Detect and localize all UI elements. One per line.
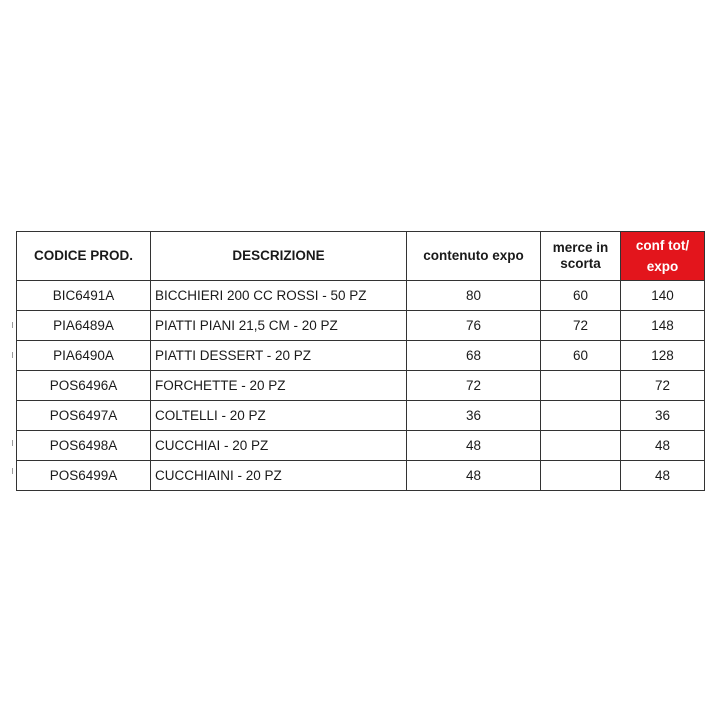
header-total-highlighted: conf tot/ expo xyxy=(621,232,705,281)
cell-total: 36 xyxy=(621,401,705,431)
product-table xyxy=(16,231,705,491)
cell-code: POS6498A xyxy=(17,431,151,461)
cell-code: POS6499A xyxy=(17,461,151,491)
edge-tick-mark xyxy=(12,352,13,358)
cell-description: COLTELLI - 20 PZ xyxy=(151,401,407,431)
cell-expo-content: 68 xyxy=(407,341,541,371)
cell-stock: 60 xyxy=(541,341,621,371)
cell-stock xyxy=(541,461,621,491)
cell-code: PIA6490A xyxy=(17,341,151,371)
cell-total: 140 xyxy=(621,281,705,311)
cell-description: FORCHETTE - 20 PZ xyxy=(151,371,407,401)
header-expo-content: contenuto expo xyxy=(407,232,541,281)
table-row xyxy=(17,461,705,491)
cell-total: 48 xyxy=(621,461,705,491)
cell-stock xyxy=(541,401,621,431)
table-body xyxy=(17,281,705,491)
cell-expo-content: 36 xyxy=(407,401,541,431)
cell-description: PIATTI DESSERT - 20 PZ xyxy=(151,341,407,371)
table-row xyxy=(17,431,705,461)
table-row xyxy=(17,281,705,311)
header-description: DESCRIZIONE xyxy=(151,232,407,281)
header-row xyxy=(17,232,705,281)
table-row xyxy=(17,341,705,371)
cell-total: 48 xyxy=(621,431,705,461)
cell-stock xyxy=(541,431,621,461)
edge-tick-mark xyxy=(12,322,13,328)
cell-description: BICCHIERI 200 CC ROSSI - 50 PZ xyxy=(151,281,407,311)
edge-tick-mark xyxy=(12,468,13,474)
cell-total: 72 xyxy=(621,371,705,401)
cell-total: 148 xyxy=(621,311,705,341)
table-header xyxy=(17,232,705,281)
cell-expo-content: 48 xyxy=(407,431,541,461)
cell-description: CUCCHIAI - 20 PZ xyxy=(151,431,407,461)
cell-stock: 72 xyxy=(541,311,621,341)
cell-stock: 60 xyxy=(541,281,621,311)
cell-expo-content: 48 xyxy=(407,461,541,491)
table-row xyxy=(17,371,705,401)
cell-description: PIATTI PIANI 21,5 CM - 20 PZ xyxy=(151,311,407,341)
table-row xyxy=(17,401,705,431)
cell-expo-content: 76 xyxy=(407,311,541,341)
cell-code: POS6497A xyxy=(17,401,151,431)
cell-expo-content: 72 xyxy=(407,371,541,401)
header-code: CODICE PROD. xyxy=(17,232,151,281)
cell-stock xyxy=(541,371,621,401)
cell-total: 128 xyxy=(621,341,705,371)
cell-code: BIC6491A xyxy=(17,281,151,311)
cell-expo-content: 80 xyxy=(407,281,541,311)
cell-code: POS6496A xyxy=(17,371,151,401)
table-row xyxy=(17,311,705,341)
cell-description: CUCCHIAINI - 20 PZ xyxy=(151,461,407,491)
edge-tick-mark xyxy=(12,440,13,446)
cell-code: PIA6489A xyxy=(17,311,151,341)
header-stock: merce in scorta xyxy=(541,232,621,281)
